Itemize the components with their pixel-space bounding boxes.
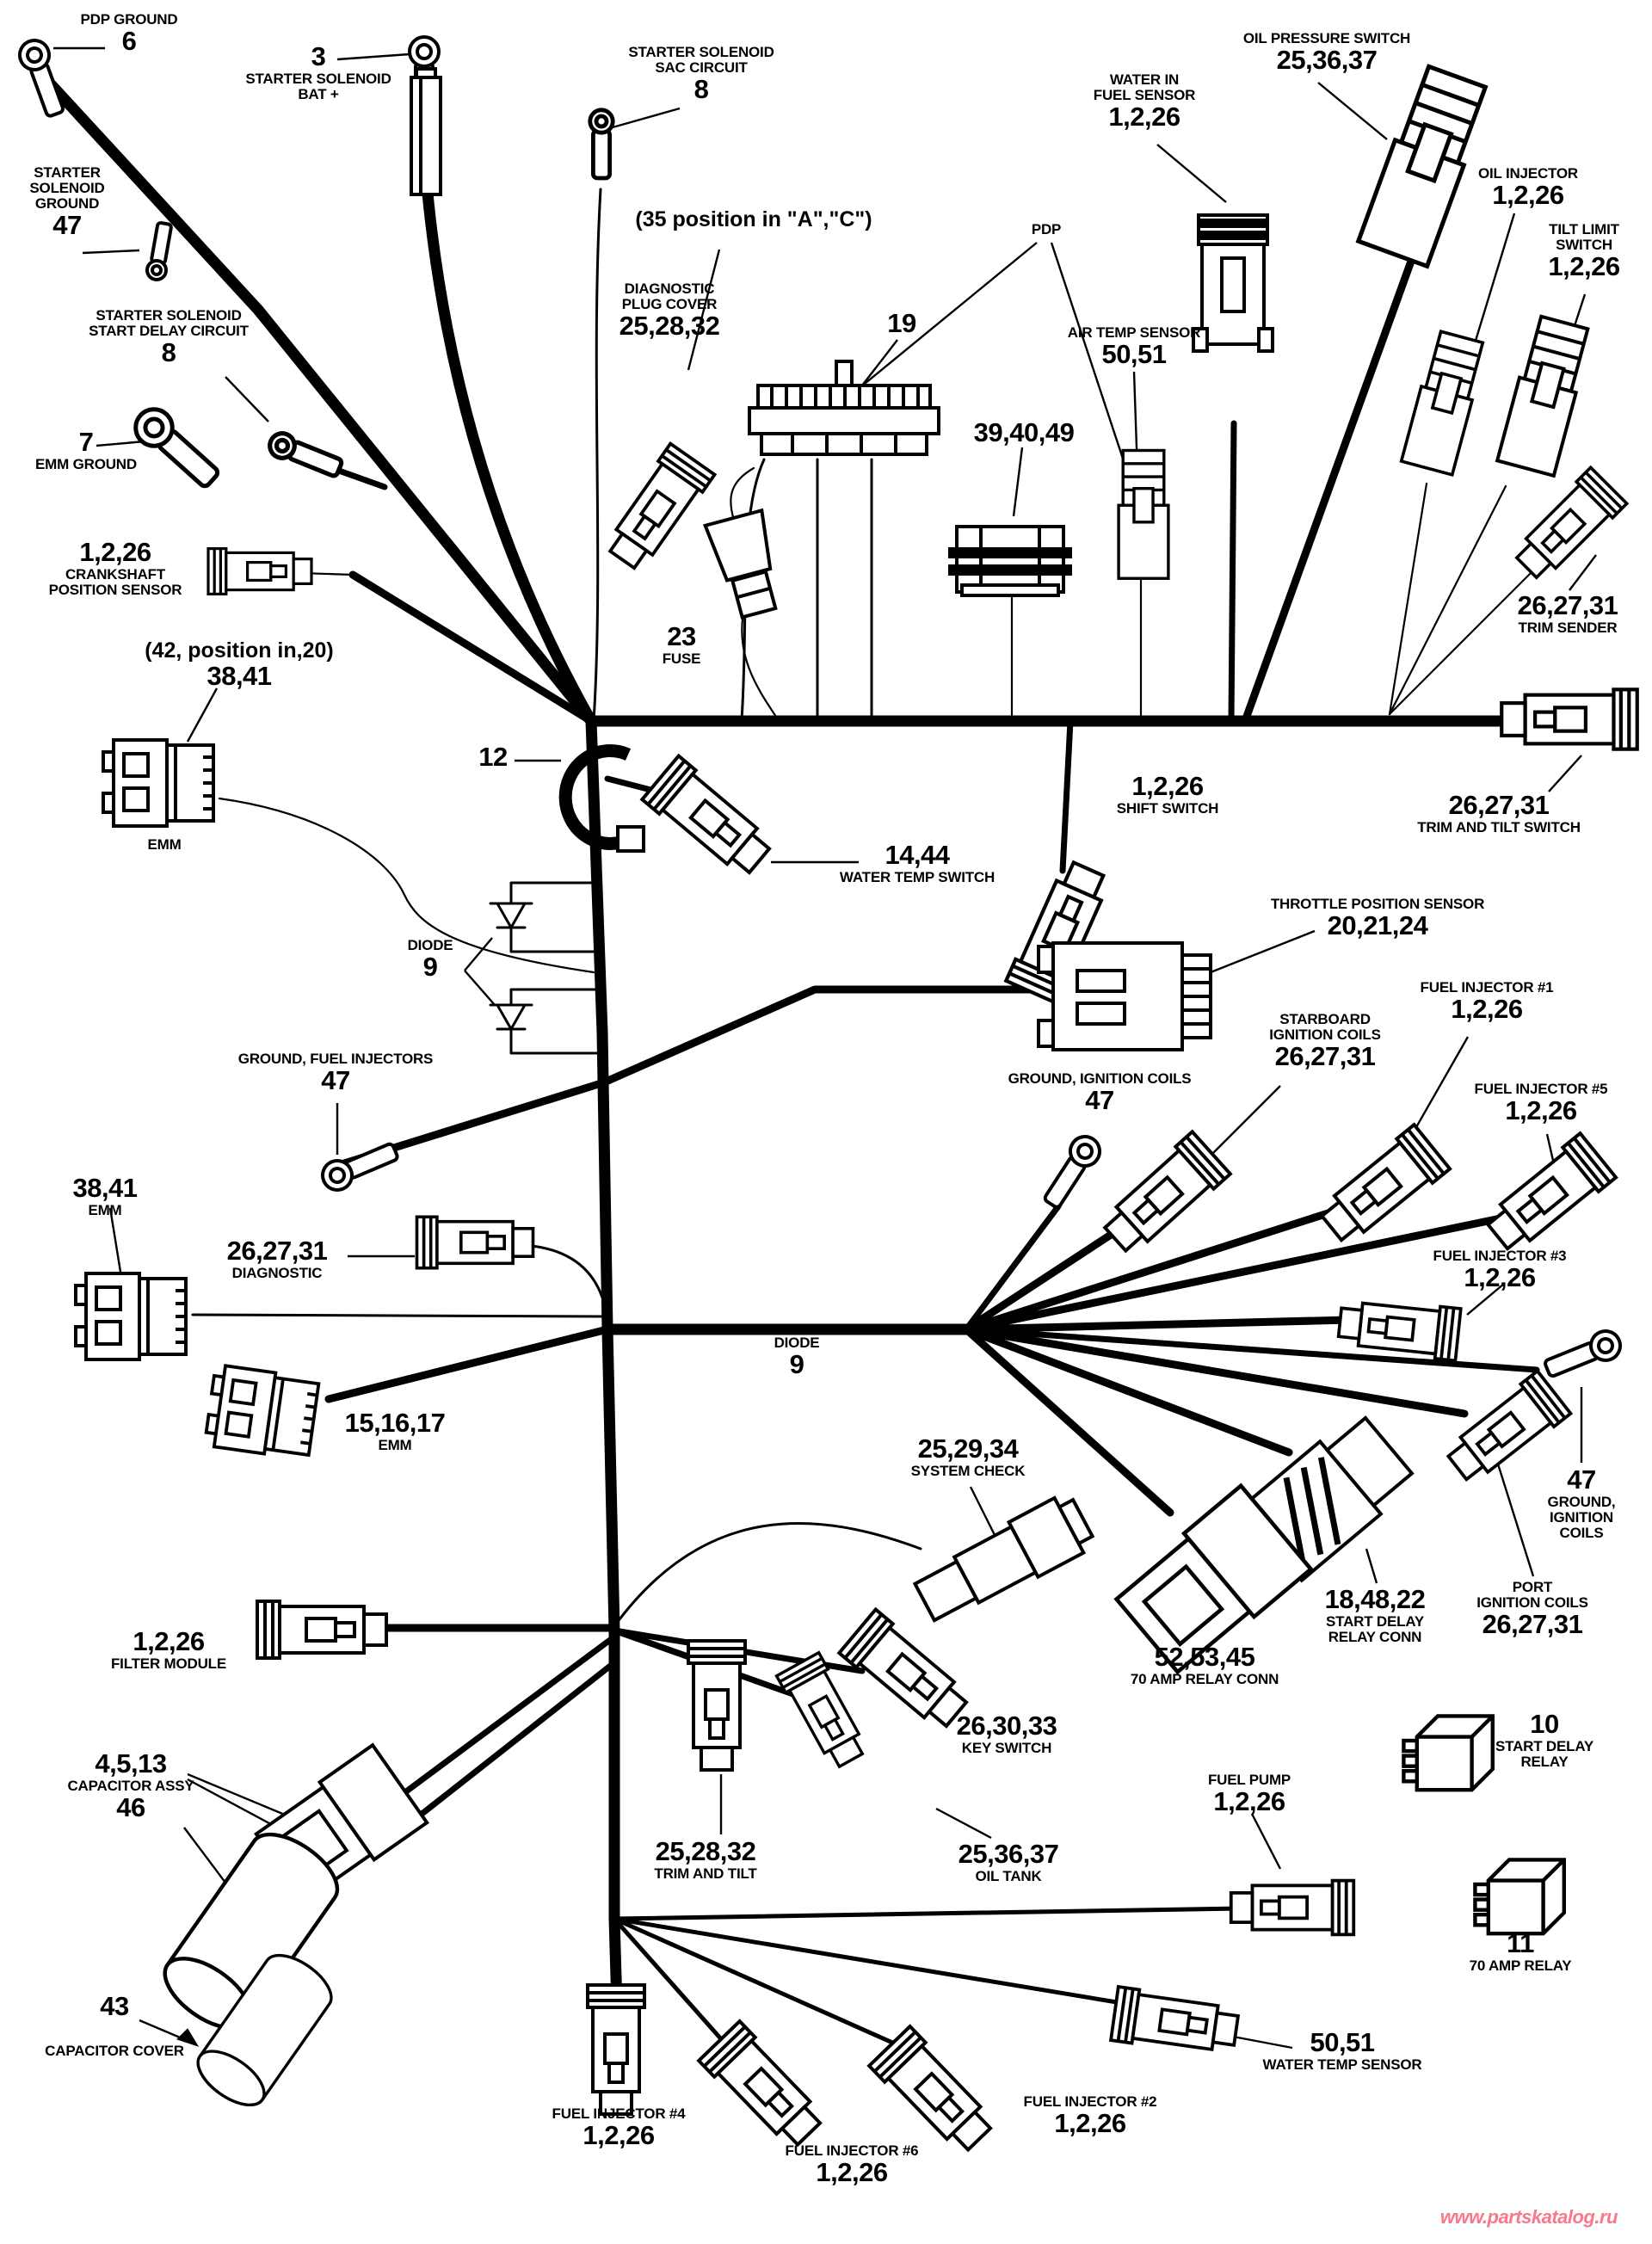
label-system-check: 25,29,34 SYSTEM CHECK bbox=[910, 1433, 1026, 1479]
label-shift-switch: 1,2,26 SHIFT SWITCH bbox=[1116, 771, 1219, 817]
label-fuel-pump: FUEL PUMP 1,2,26 bbox=[1207, 1772, 1291, 1817]
label-diode-2: DIODE 9 bbox=[774, 1335, 820, 1380]
label-fuse: 23 FUSE bbox=[662, 621, 701, 667]
label-port-ignition-coils: PORT IGNITION COILS 26,27,31 bbox=[1476, 1579, 1588, 1640]
label-fuel-injector-4: FUEL INJECTOR #4 1,2,26 bbox=[552, 2105, 686, 2151]
label-item-19: 19 bbox=[887, 308, 916, 338]
label-amp70-relay: 11 70 AMP RELAY bbox=[1469, 1928, 1572, 1974]
label-position-42: (42, position in,20) 38,41 bbox=[145, 638, 334, 691]
label-key-switch: 26,30,33 KEY SWITCH bbox=[956, 1711, 1057, 1756]
label-air-temp-sensor: AIR TEMP SENSOR 50,51 bbox=[1067, 324, 1201, 370]
label-ground-ignition-coils-right: 47 GROUND, IGNITION COILS bbox=[1547, 1464, 1616, 1541]
label-start-delay-relay: 10 START DELAY RELAY bbox=[1495, 1709, 1593, 1770]
label-trim-and-tilt-switch: 26,27,31 TRIM AND TILT SWITCH bbox=[1417, 790, 1581, 835]
label-start-delay-circuit: STARTER SOLENOID START DELAY CIRCUIT 8 bbox=[89, 307, 249, 368]
label-diagnostic: 26,27,31 DIAGNOSTIC bbox=[226, 1236, 328, 1281]
label-item-394049: 39,40,49 bbox=[973, 417, 1075, 447]
label-capacitor-assy: 4,5,13 CAPACITOR ASSY 46 bbox=[67, 1748, 194, 1822]
label-diode-1: DIODE 9 bbox=[407, 937, 453, 983]
label-oil-injector: OIL INJECTOR 1,2,26 bbox=[1478, 165, 1578, 211]
label-water-temp-sensor: 50,51 WATER TEMP SENSOR bbox=[1262, 2027, 1422, 2073]
label-water-temp-switch: 14,44 WATER TEMP SWITCH bbox=[839, 840, 996, 885]
label-starboard-ignition-coils: STARBOARD IGNITION COILS 26,27,31 bbox=[1269, 1011, 1381, 1072]
label-oil-pressure-switch: OIL PRESSURE SWITCH 25,36,37 bbox=[1242, 30, 1411, 76]
label-crankshaft-position-sensor: 1,2,26 CRANKSHAFT POSITION SENSOR bbox=[48, 537, 182, 598]
label-starter-solenoid-sac: STARTER SOLENOID SAC CIRCUIT 8 bbox=[628, 44, 774, 105]
label-tilt-limit-switch: TILT LIMIT SWITCH 1,2,26 bbox=[1548, 221, 1620, 282]
label-emm-2: 38,41 EMM bbox=[72, 1173, 138, 1218]
label-amp70-relay-conn: 52,53,45 70 AMP RELAY CONN bbox=[1130, 1642, 1279, 1687]
label-filter-module: 1,2,26 FILTER MODULE bbox=[110, 1626, 227, 1672]
label-water-in-fuel-sensor: WATER IN FUEL SENSOR 1,2,26 bbox=[1093, 71, 1196, 133]
label-fuel-injector-5: FUEL INJECTOR #5 1,2,26 bbox=[1474, 1081, 1608, 1126]
label-emm-1: EMM bbox=[147, 836, 182, 853]
label-throttle-position-sensor: THROTTLE POSITION SENSOR 20,21,24 bbox=[1270, 896, 1485, 941]
label-emm-3: 15,16,17 EMM bbox=[344, 1408, 446, 1453]
label-oil-tank: 25,36,37 OIL TANK bbox=[958, 1839, 1059, 1884]
label-ground-fuel-injectors: GROUND, FUEL INJECTORS 47 bbox=[237, 1051, 434, 1096]
label-start-delay-relay-conn: 18,48,22 START DELAY RELAY CONN bbox=[1324, 1584, 1426, 1645]
label-starter-solenoid-ground: STARTER SOLENOID GROUND 47 bbox=[29, 164, 105, 241]
label-starter-solenoid-bat: 3 STARTER SOLENOID BAT + bbox=[245, 41, 391, 102]
label-capacitor-cover-num: 43 bbox=[100, 1991, 129, 2021]
watermark-link[interactable]: www.partskatalog.ru bbox=[1439, 2206, 1618, 2228]
label-fuel-injector-1: FUEL INJECTOR #1 1,2,26 bbox=[1420, 979, 1554, 1025]
label-pdp: PDP bbox=[1031, 221, 1062, 237]
label-pdp-ground: PDP GROUND 6 bbox=[80, 11, 178, 57]
label-position-35: (35 position in "A","C") bbox=[635, 207, 872, 231]
label-capacitor-cover: CAPACITOR COVER bbox=[45, 2043, 184, 2059]
label-diagnostic-plug-cover: DIAGNOSTIC PLUG COVER 25,28,32 bbox=[619, 280, 720, 342]
label-fuel-injector-2: FUEL INJECTOR #2 1,2,26 bbox=[1023, 2093, 1157, 2139]
label-fuel-injector-6: FUEL INJECTOR #6 1,2,26 bbox=[785, 2142, 919, 2188]
label-ground-ignition-coils-left: GROUND, IGNITION COILS 47 bbox=[1008, 1070, 1192, 1116]
label-trim-sender: 26,27,31 TRIM SENDER bbox=[1517, 590, 1618, 636]
label-trim-and-tilt: 25,28,32 TRIM AND TILT bbox=[654, 1836, 757, 1882]
label-item-12: 12 bbox=[478, 742, 508, 772]
label-fuel-injector-3: FUEL INJECTOR #3 1,2,26 bbox=[1433, 1248, 1567, 1293]
label-emm-ground: 7 EMM GROUND bbox=[35, 427, 137, 472]
